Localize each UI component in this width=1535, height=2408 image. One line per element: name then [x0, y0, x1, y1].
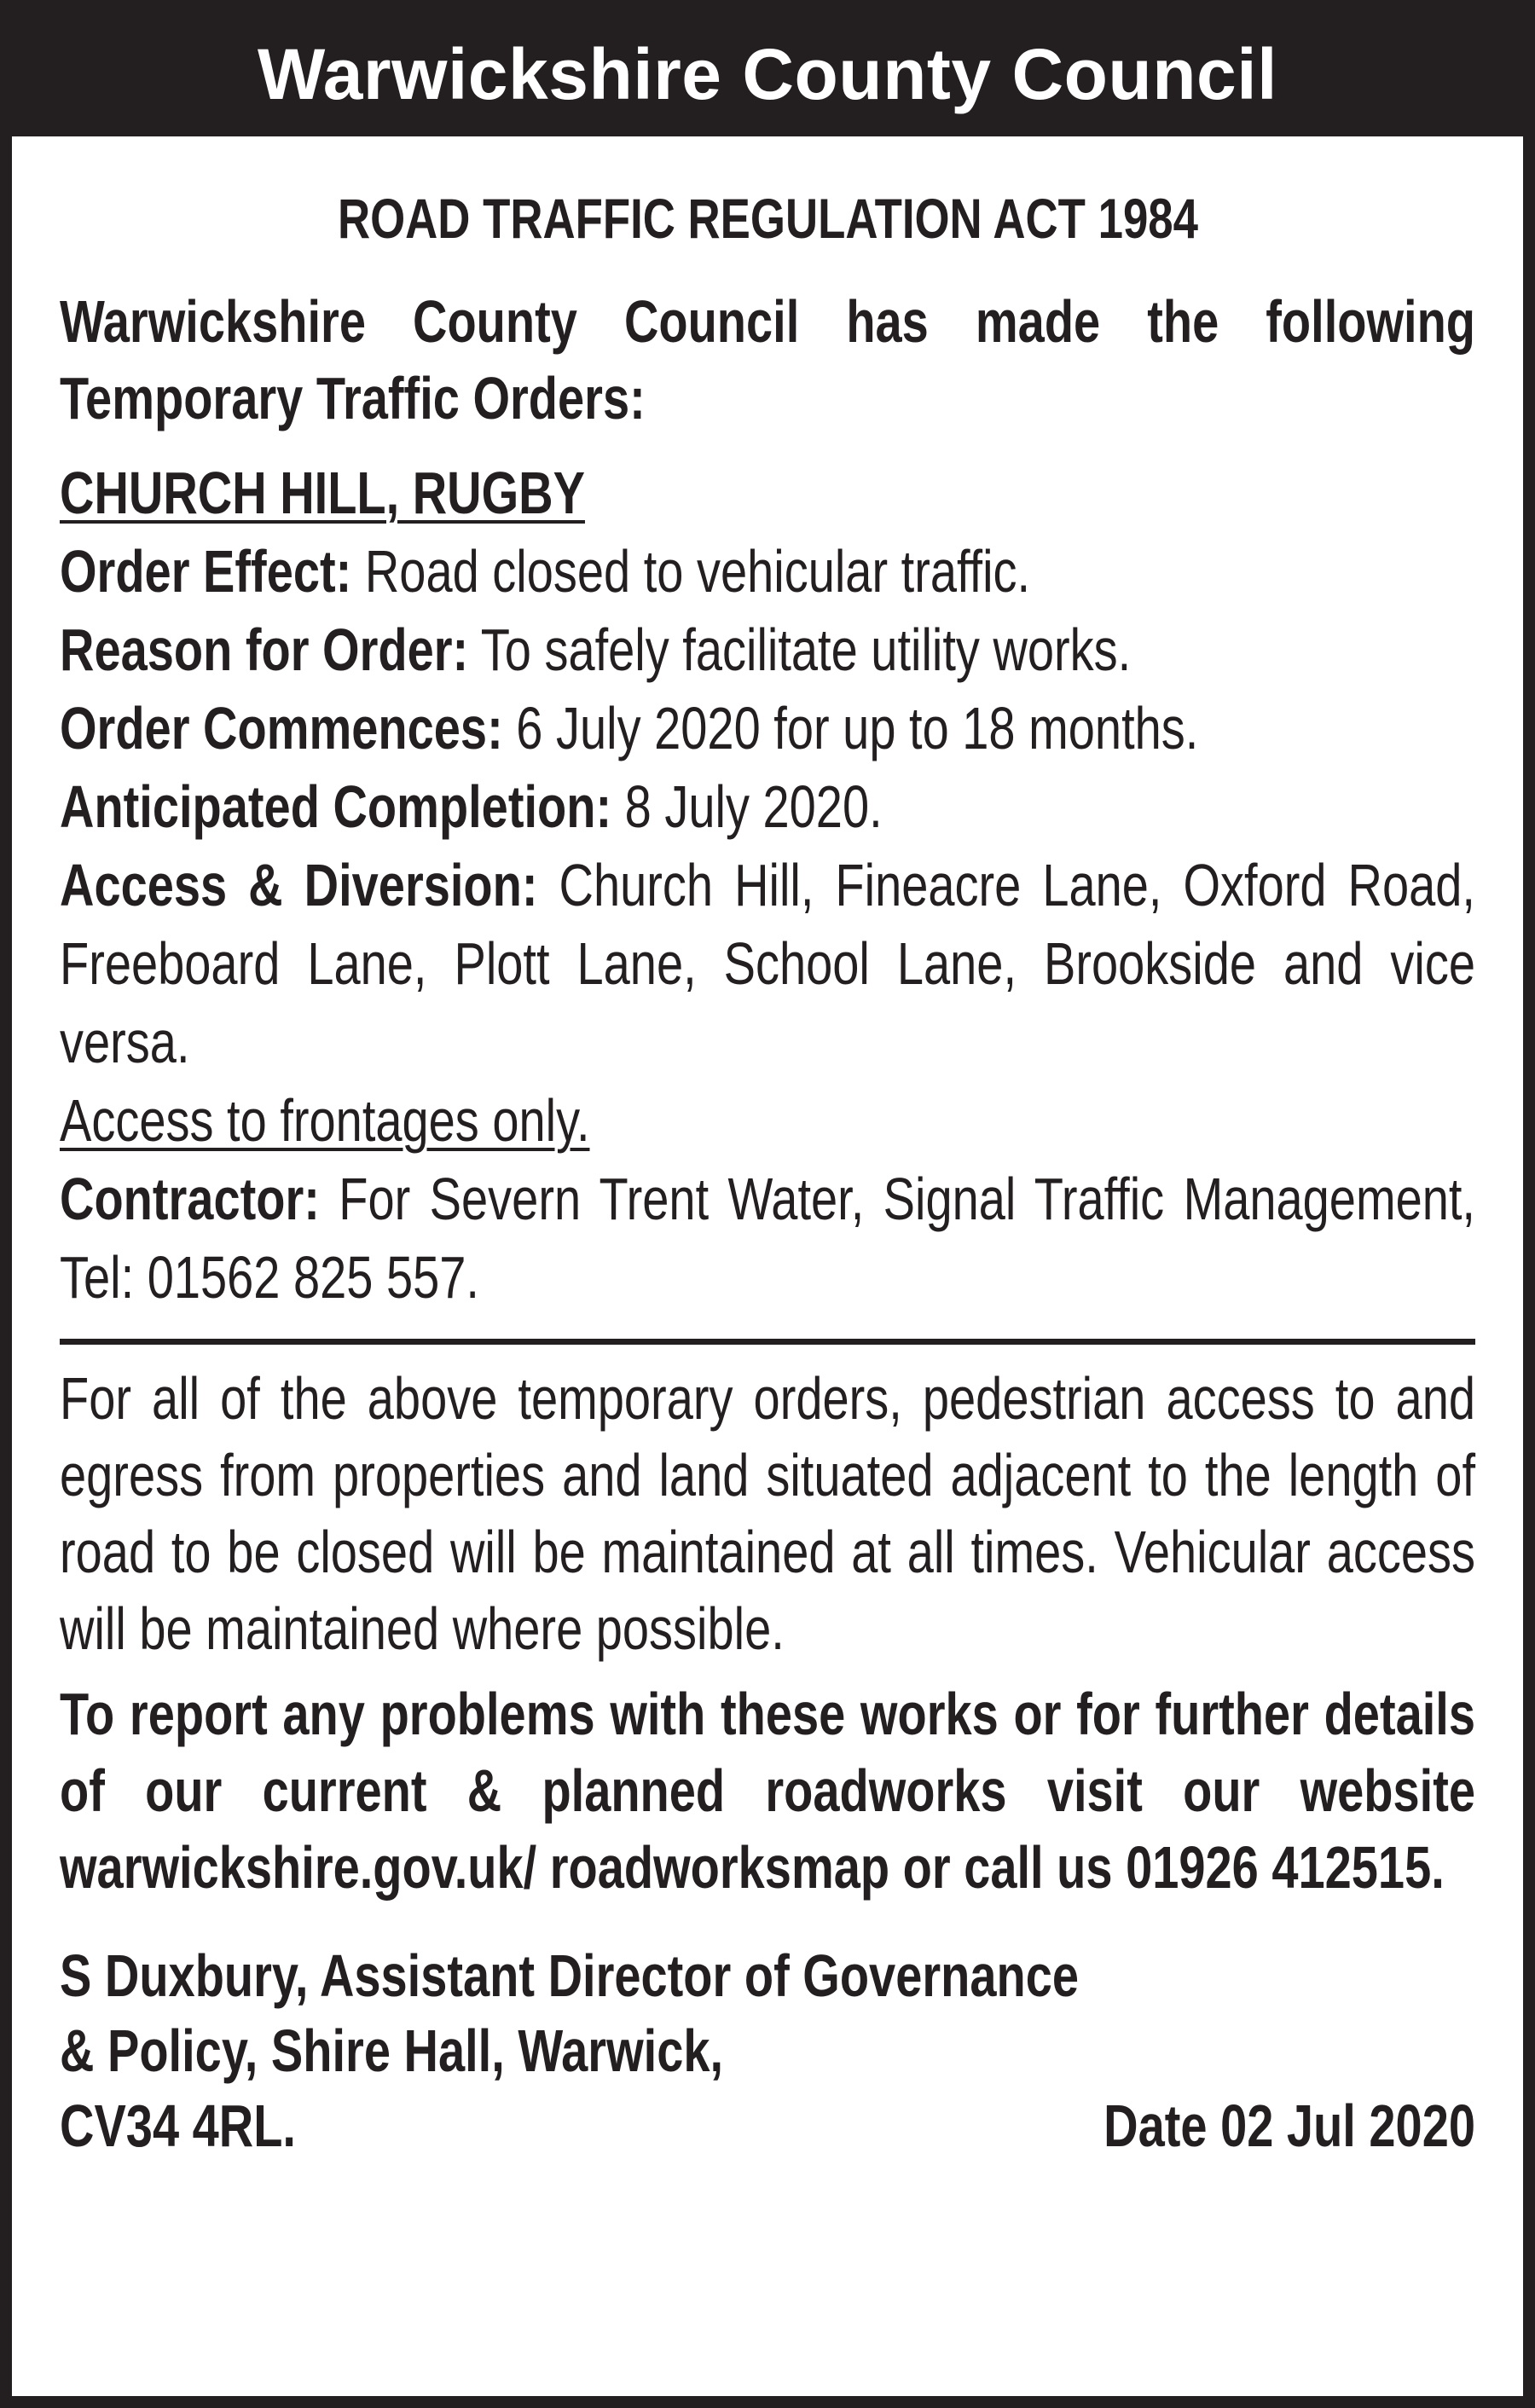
- access-note: [60, 1081, 1475, 1160]
- notice-date: [1011, 2088, 1475, 2163]
- signatory-line-1: S Duxbury, Assistant Director of Governance: [60, 1942, 1079, 2009]
- general-note-text: For all of the above temporary orders, pedestrian access to and egress from properties and land situated adjacent to the length of road to be closed will be maintained at all times. Vehicular access will be maintained where possible.: [60, 1365, 1475, 1662]
- signatory-block: [60, 1938, 1475, 2163]
- order-effect: [60, 532, 1475, 611]
- order-effect-label: Order Effect:: [60, 538, 352, 605]
- order-effect-value: Road closed to vehicular traffic.: [364, 538, 1031, 605]
- intro-text-content: Warwickshire County Council has made the following Temporary Traffic Orders:: [60, 288, 1475, 431]
- signatory-line-3: CV34 4RL.: [60, 2093, 296, 2159]
- order-location: [60, 454, 1475, 532]
- act-title-text: ROAD TRAFFIC REGULATION ACT 1984: [337, 187, 1198, 250]
- signatory-line-2: & Policy, Shire Hall, Warwick,: [60, 2017, 724, 2084]
- order-completion-label: Anticipated Completion:: [60, 773, 612, 840]
- order-diversion: [60, 846, 1475, 1081]
- section-divider: [60, 1339, 1475, 1345]
- order-contractor-value: For Severn Trent Water, Signal Traffic Management, Tel: 01562 825 557.: [60, 1166, 1476, 1311]
- report-note: [60, 1676, 1475, 1906]
- intro-text: [60, 283, 1475, 437]
- order-diversion-label: Access & Diversion:: [60, 852, 538, 918]
- order-commences-label: Order Commences:: [60, 695, 503, 761]
- order-reason: [60, 611, 1475, 689]
- general-note: [60, 1360, 1475, 1667]
- act-title: [60, 186, 1475, 251]
- order-contractor-label: Contractor:: [60, 1166, 320, 1232]
- order-diversion-value: Church Hill, Fineacre Lane, Oxford Road, Freeboard Lane, Plott Lane, School Lane, Brookside and vice versa.: [60, 852, 1475, 1075]
- order-reason-label: Reason for Order:: [60, 616, 469, 683]
- order-commences-value: 6 July 2020 for up to 18 months.: [516, 695, 1199, 761]
- council-title: Warwickshire County Council: [258, 33, 1277, 114]
- report-note-text: To report any problems with these works or for further details of our current & planned roadworks visit our website warwickshire.gov.uk/ roadworksmap or call us 01926 412515.: [60, 1681, 1475, 1901]
- notice-header: [12, 12, 1523, 136]
- access-note-text: Access to frontages only.: [60, 1087, 590, 1154]
- order-commences: [60, 689, 1475, 767]
- order-location-text: CHURCH HILL, RUGBY: [60, 460, 585, 526]
- order-reason-value: To safely facilitate utility works.: [480, 616, 1132, 683]
- notice-date-text: Date 02 Jul 2020: [1103, 2093, 1475, 2159]
- order-completion: [60, 767, 1475, 846]
- order-contractor: [60, 1160, 1475, 1317]
- order-completion-value: 8 July 2020.: [624, 773, 883, 840]
- notice-body: [12, 136, 1523, 2163]
